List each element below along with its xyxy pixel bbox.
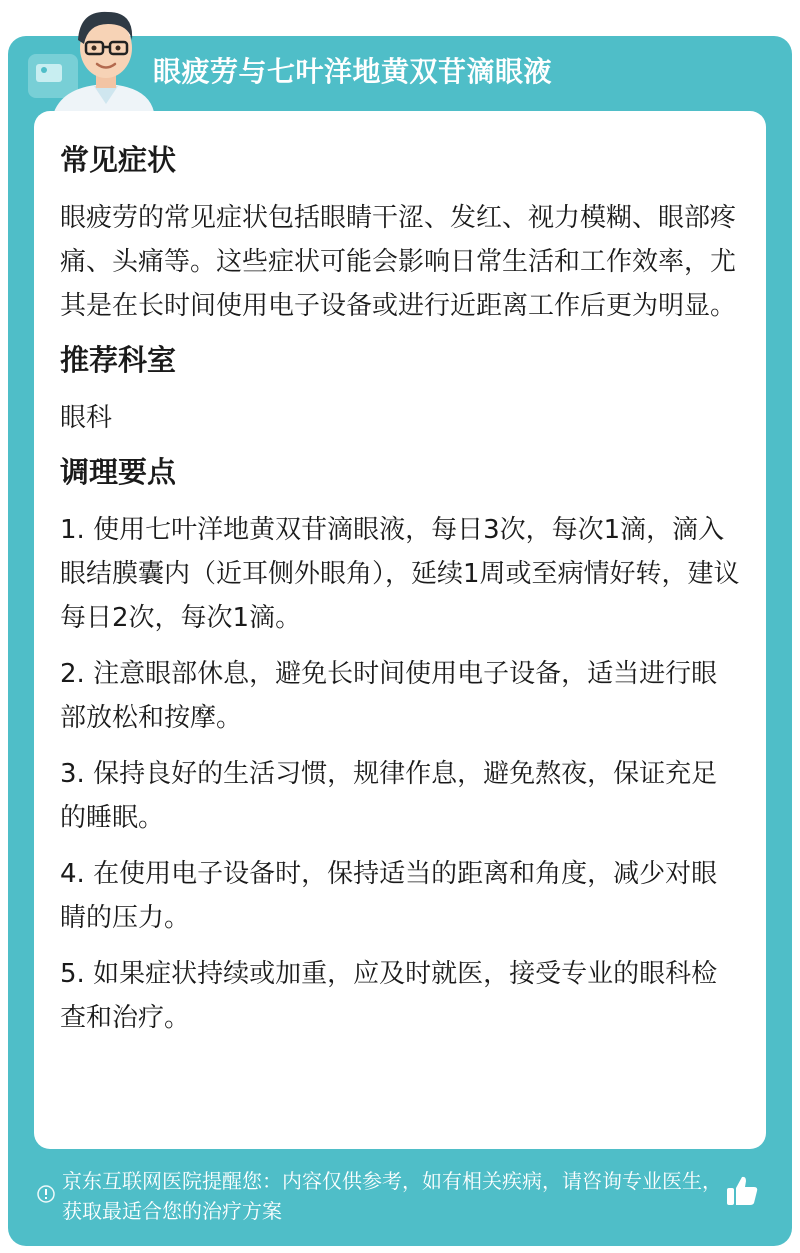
department-text: 眼科 bbox=[60, 403, 113, 433]
care-item-1: 1. 使用七叶洋地黄双苷滴眼液，每日3次，每次1滴，滴入眼结膜囊内（近耳侧外眼角），延续1周或至病情好转，建议每日2次，每次1滴。 bbox=[60, 515, 740, 633]
page-title: 眼疲劳与七叶洋地黄双苷滴眼液 bbox=[153, 55, 553, 88]
care-item-2: 2. 注意眼部休息，避免长时间使用电子设备，适当进行眼部放松和按摩。 bbox=[60, 659, 718, 733]
doctor-avatar-icon bbox=[24, 0, 174, 112]
article-content bbox=[60, 128, 740, 1052]
care-title: 调理要点 bbox=[60, 455, 177, 489]
symptoms-title: 常见症状 bbox=[60, 143, 177, 177]
care-item-5: 5. 如果症状持续或加重，应及时就医，接受专业的眼科检查和治疗。 bbox=[60, 959, 718, 1033]
department-title: 推荐科室 bbox=[60, 343, 177, 377]
symptoms-text: 眼疲劳的常见症状包括眼睛干涩、发红、视力模糊、眼部疼痛、头痛等。这些症状可能会影响日常生活和工作效率，尤其是在长时间使用电子设备或进行近距离工作后更为明显。 bbox=[60, 203, 737, 321]
disclaimer-text: 京东互联网医院提醒您：内容仅供参考，如有相关疾病，请咨询专业医生，获取最适合您的治疗方案 bbox=[62, 1169, 722, 1223]
care-item-4: 4. 在使用电子设备时，保持适当的距离和角度，减少对眼睛的压力。 bbox=[60, 859, 718, 933]
info-icon bbox=[36, 1184, 56, 1204]
thumbs-up-icon[interactable] bbox=[724, 1173, 760, 1209]
care-item-3: 3. 保持良好的生活习惯，规律作息，避免熬夜，保证充足的睡眠。 bbox=[60, 759, 718, 833]
